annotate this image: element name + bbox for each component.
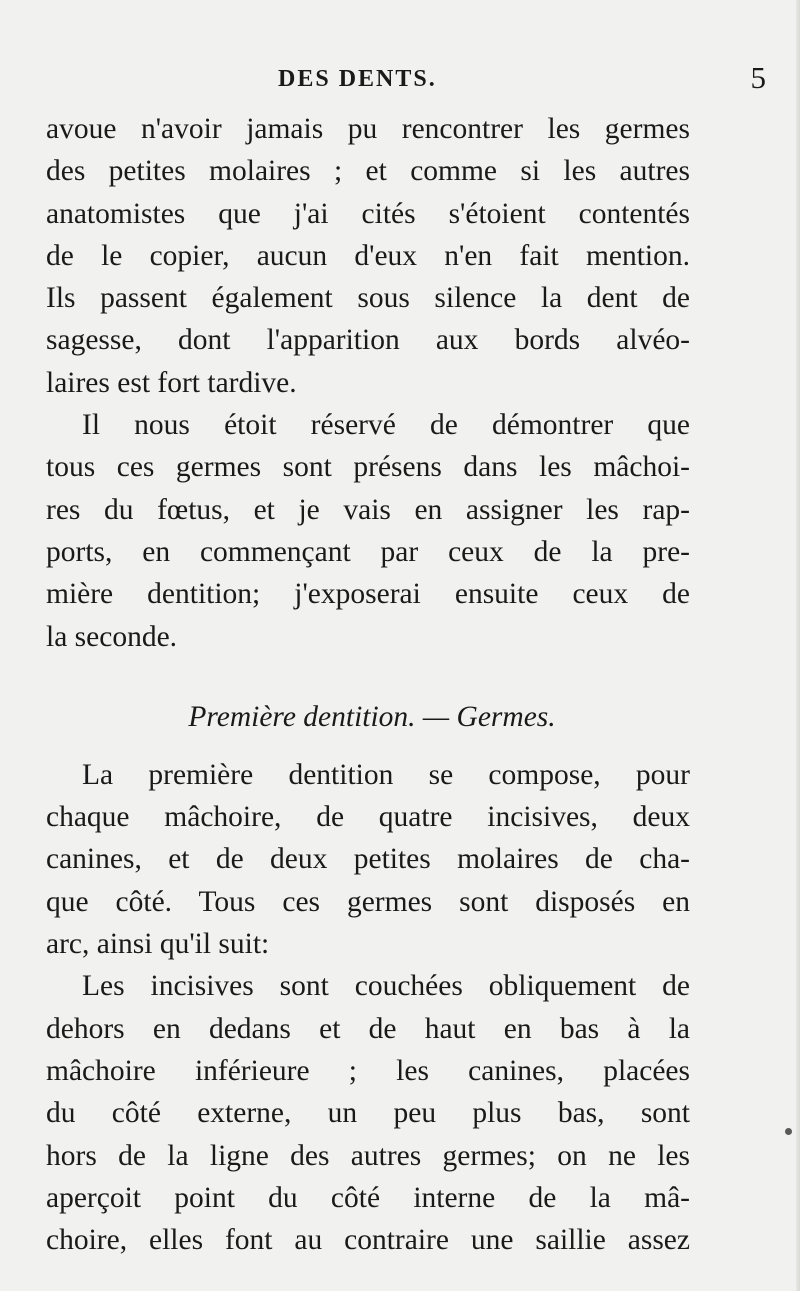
text-line: ports, en commençant par ceux de la pre- <box>46 535 690 568</box>
text-line: anatomistes que j'ai cités s'étoient contentés <box>46 197 690 230</box>
running-title: DES DENTS. <box>278 66 437 92</box>
text-line: Ils passent également sous silence la dent de <box>46 282 690 315</box>
text-line: mière dentition; j'exposerai ensuite ceux de <box>46 578 690 611</box>
text-line: Il nous étoit réservé de démontrer que <box>82 409 690 442</box>
text-line: arc, ainsi qu'il suit: <box>46 928 270 961</box>
text-line: du côté externe, un peu plus bas, sont <box>46 1097 690 1130</box>
text-line: la seconde. <box>46 620 178 653</box>
text-line: des petites molaires ; et comme si les autres <box>46 155 690 188</box>
text-line: avoue n'avoir jamais pu rencontrer les germes <box>46 113 690 145</box>
ink-spot <box>785 1128 792 1135</box>
text-line: laires est fort tardive. <box>46 366 297 399</box>
text-line: hors de la ligne des autres germes; on ne les <box>46 1139 690 1172</box>
text-line: La première dentition se compose, pour <box>82 758 690 791</box>
text-line: choire, elles font au contraire une saillie assez <box>46 1224 690 1257</box>
text-line: dehors en dedans et de haut en bas à la <box>46 1012 690 1045</box>
page-header <box>46 58 766 98</box>
section-heading: Première dentition. — Germes. <box>188 700 556 733</box>
text-line: tous ces germes sont présens dans les mâchoi- <box>46 451 690 484</box>
paragraph-4 <box>46 965 690 1261</box>
page-number: 5 <box>750 60 766 95</box>
text-line: de le copier, aucun d'eux n'en fait mention. <box>46 239 690 272</box>
text-line: chaque mâchoire, de quatre incisives, deux <box>46 801 690 834</box>
text-line: que côté. Tous ces germes sont disposés en <box>46 885 690 918</box>
text-line: canines, et de deux petites molaires de cha- <box>46 843 690 876</box>
text-line: aperçoit point du côté interne de la mâ- <box>46 1181 690 1214</box>
text-line: sagesse, dont l'apparition aux bords alvéo- <box>46 324 690 357</box>
text-line: res du fœtus, et je vais en assigner les rap- <box>46 493 690 526</box>
paragraph-3 <box>46 754 690 965</box>
text-line: mâchoire inférieure ; les canines, placées <box>46 1054 690 1087</box>
paragraph-1 <box>46 108 690 404</box>
page-edge <box>796 0 800 1291</box>
text-line: Les incisives sont couchées obliquement de <box>82 970 690 1003</box>
paragraph-2 <box>46 404 690 658</box>
